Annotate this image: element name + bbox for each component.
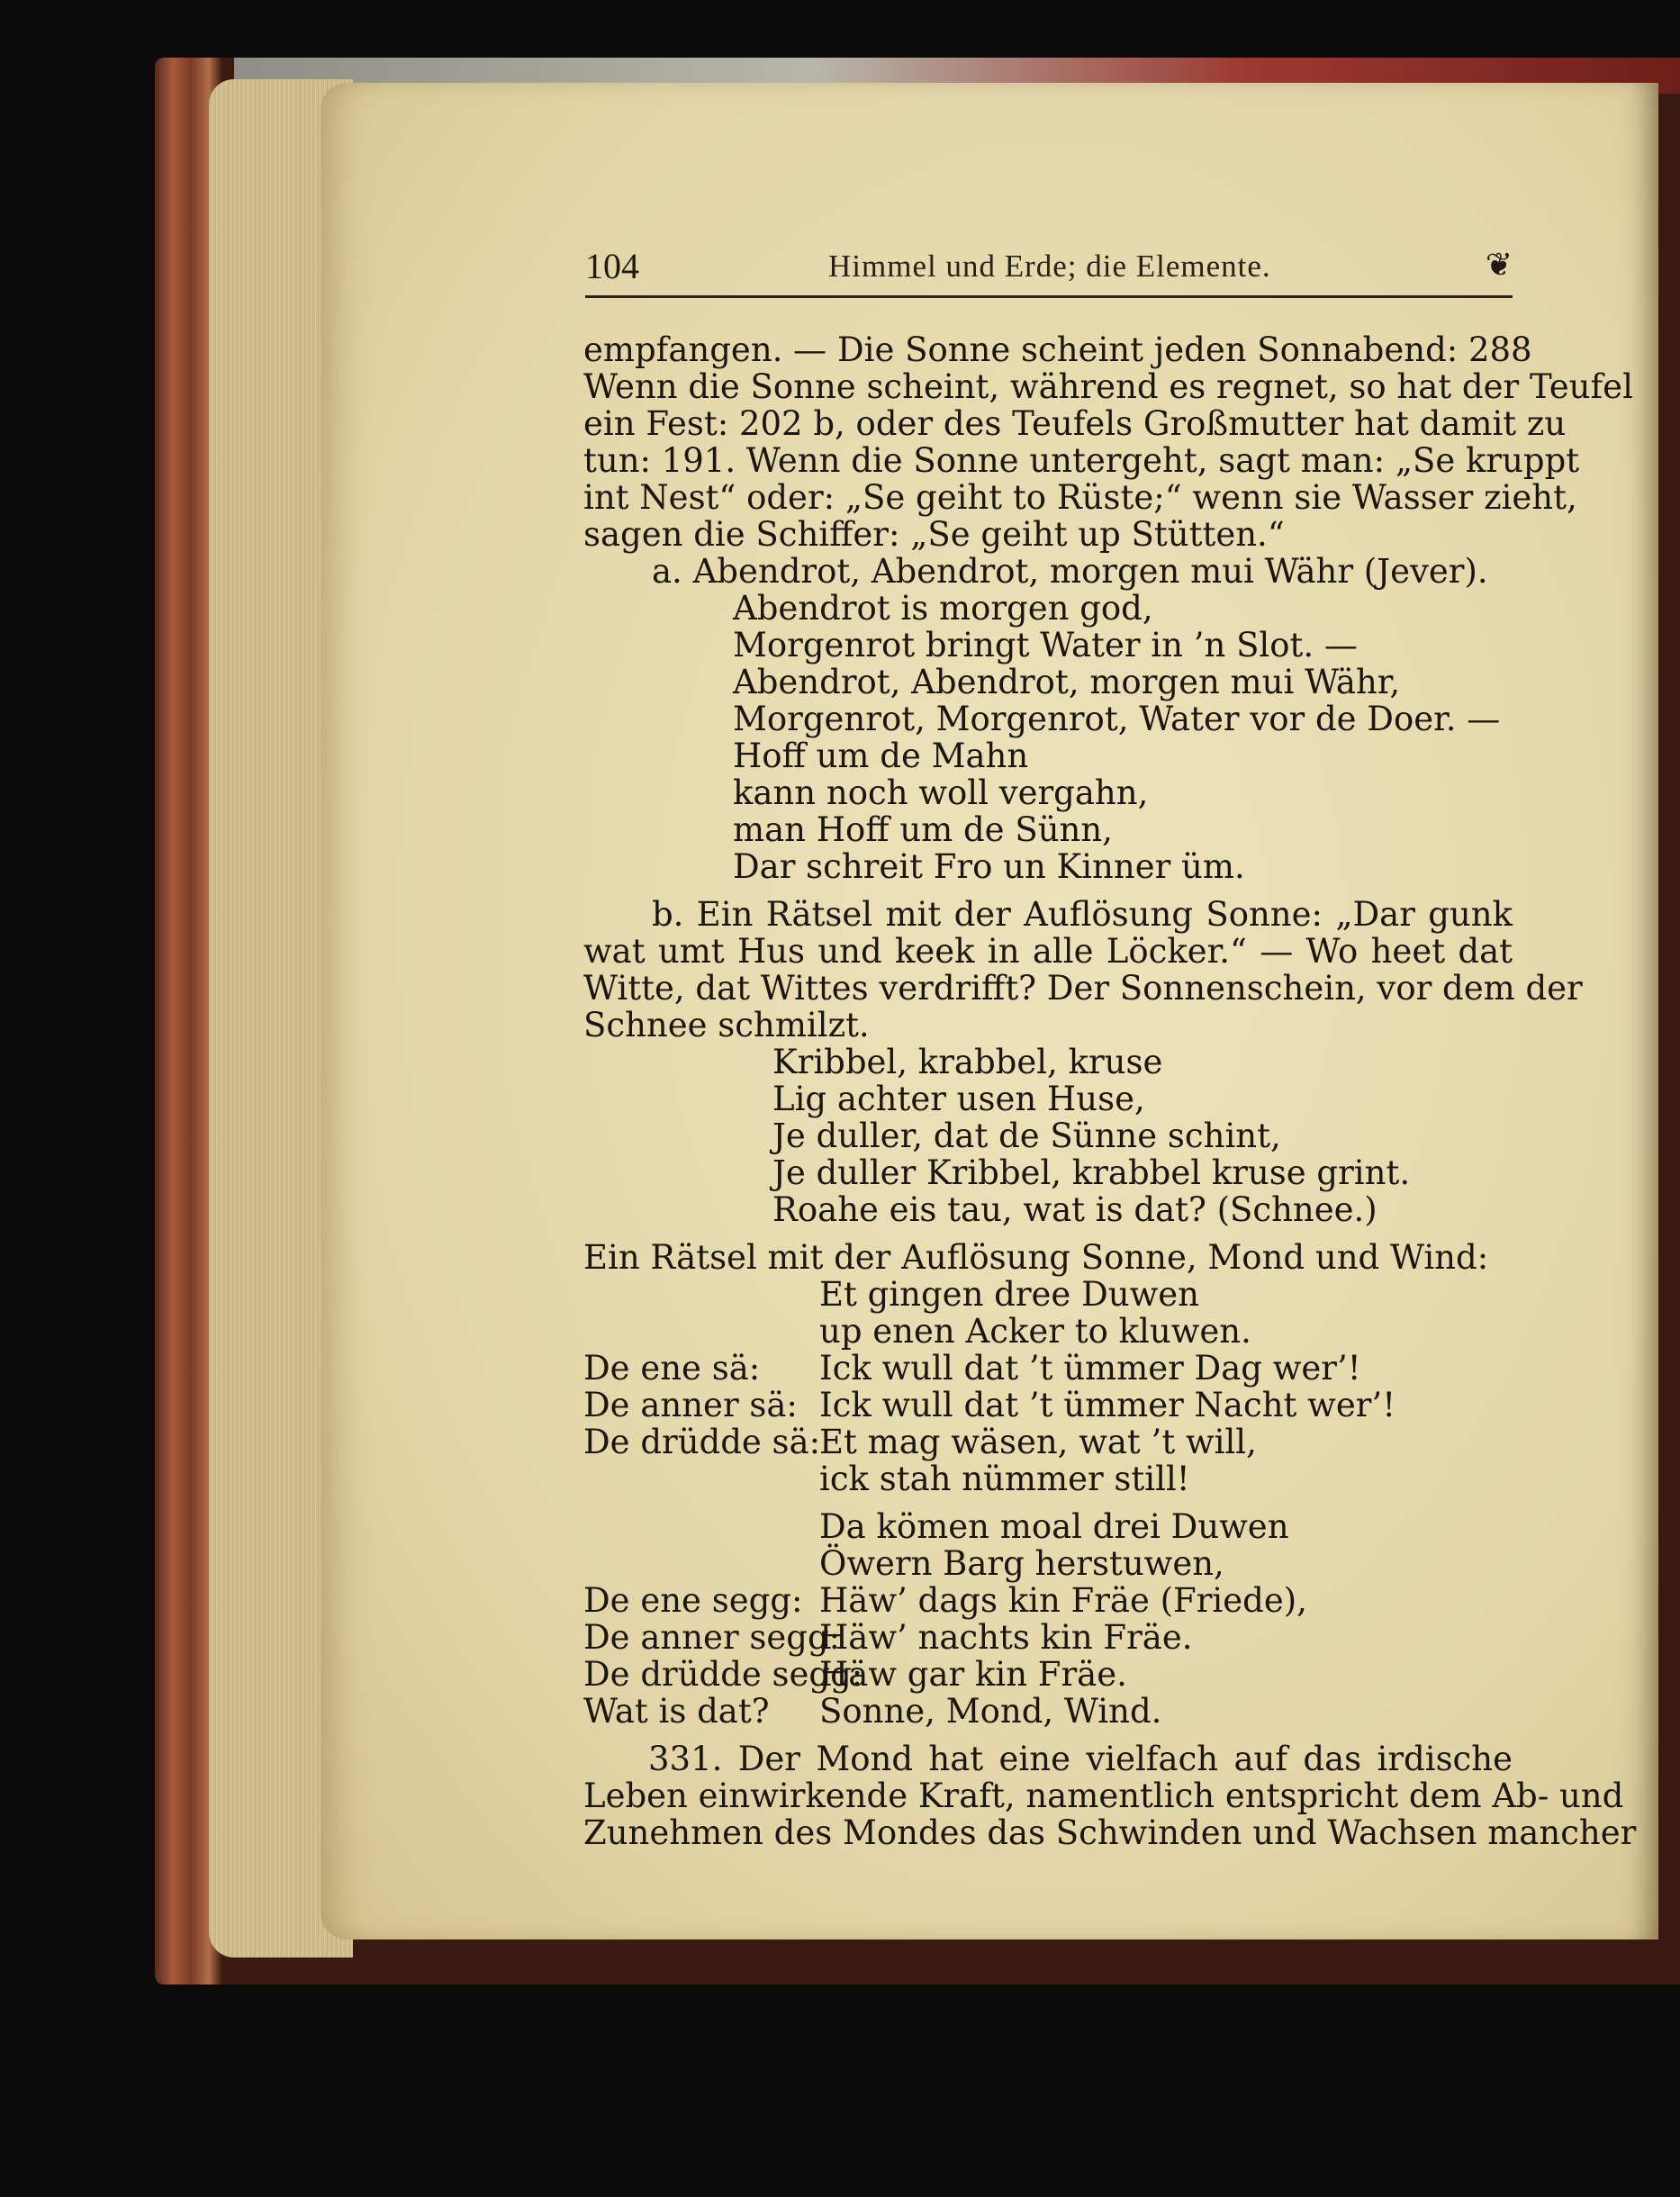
verse-line: Roahe eis tau, wat is dat? (Schnee.) — [772, 1190, 1377, 1229]
speaker: De drüdde sä: — [583, 1423, 821, 1461]
text-line: Zunehmen des Mondes das Schwinden und Wachsen mancher — [583, 1813, 1637, 1852]
verse-row — [583, 1508, 1513, 1545]
text-line: Leben einwirkende Kraft, namentlich entspricht dem Ab- und — [583, 1777, 1624, 1815]
text-line: sagen die Schiffer: „Se geiht up Stütten.“ — [583, 515, 1285, 554]
verse-line: Morgenrot, Morgenrot, Water vor de Doer. — — [733, 700, 1501, 738]
speaker — [583, 1545, 819, 1582]
section-a-heading: a. Abendrot, Abendrot, morgen mui Währ (Jever). — [652, 552, 1488, 591]
verse-row — [583, 1693, 1513, 1730]
leaf-ornament-icon: ❦ — [1485, 247, 1513, 284]
text-line: tun: 191. Wenn die Sonne untergeht, sagt man: „Se kruppt — [583, 441, 1580, 480]
verse-row — [583, 1656, 1513, 1693]
verse-row — [583, 1619, 1513, 1656]
speaker: De anner segg: — [583, 1618, 841, 1657]
verse-text: Et gingen dree Duwen — [819, 1275, 1199, 1314]
speaker: De anner sä: — [583, 1386, 798, 1424]
verse-line: kann noch woll vergahn, — [733, 773, 1149, 812]
speaker — [583, 1508, 819, 1545]
verse-line: Hoff um de Mahn — [733, 737, 1029, 775]
verse-text: ick stah nümmer still! — [819, 1460, 1190, 1498]
speaker — [583, 1313, 819, 1350]
text-line: 331. Der Mond hat eine vielfach auf das irdische — [648, 1740, 1513, 1778]
running-title: Himmel und Erde; die Elemente. — [828, 249, 1271, 284]
speaker — [583, 1276, 819, 1313]
text-line: int Nest“ oder: „Se geiht to Rüste;“ wenn sie Wasser zieht, — [583, 478, 1577, 517]
text-line: ein Fest: 202 b, oder des Teufels Großmutter hat damit zu — [583, 404, 1567, 443]
speaker — [583, 1460, 819, 1497]
verse-line: Je duller Kribbel, krabbel kruse grint. — [772, 1153, 1411, 1192]
text-line: wat umt Hus und keek in alle Löcker.“ — Wo heet dat — [583, 932, 1513, 971]
riddle-intro: Ein Rätsel mit der Auflösung Sonne, Mond und Wind: — [583, 1238, 1489, 1277]
verse-row — [583, 1424, 1513, 1460]
speaker: De ene segg: — [583, 1581, 803, 1620]
verse-text: Häw’ dags kin Fräe (Friede), — [819, 1581, 1307, 1620]
verse-line: Abendrot, Abendrot, morgen mui Währ, — [733, 663, 1401, 701]
verse-row — [583, 1545, 1513, 1582]
page-number: 104 — [585, 246, 639, 286]
verse-text: Öwern Barg herstuwen, — [819, 1544, 1224, 1583]
verse-line: Kribbel, krabbel, kruse — [772, 1043, 1163, 1081]
verse-row — [583, 1350, 1513, 1387]
text-line: Schnee schmilzt. — [583, 1006, 870, 1044]
verse-text: Häw’ nachts kin Fräe. — [819, 1618, 1193, 1657]
verse-row — [583, 1460, 1513, 1497]
text-line: b. Ein Rätsel mit der Auflösung Sonne: „Dar gunk — [652, 895, 1513, 934]
verse-text: Da kömen moal drei Duwen — [819, 1507, 1289, 1546]
text-line: Witte, dat Wittes verdrifft? Der Sonnenschein, vor dem der — [583, 969, 1583, 1008]
verse-text: Häw gar kin Fräe. — [819, 1655, 1127, 1694]
speaker: De ene sä: — [583, 1349, 761, 1388]
speaker: De drüdde segg: — [583, 1655, 863, 1694]
text-line: Wenn die Sonne scheint, während es regnet, so hat der Teufel — [583, 367, 1633, 406]
verse-line: Lig achter usen Huse, — [772, 1080, 1145, 1118]
verse-line: Morgenrot bringt Water in ’n Slot. — — [733, 626, 1358, 665]
verse-text: Ick wull dat ’t ümmer Nacht wer’! — [819, 1386, 1396, 1424]
verse-text: Et mag wäsen, wat ’t will, — [819, 1423, 1257, 1461]
verse-line: man Hoff um de Sünn, — [733, 810, 1113, 849]
verse-row — [583, 1276, 1513, 1313]
verse-text: Sonne, Mond, Wind. — [819, 1692, 1162, 1731]
speaker: Wat is dat? — [583, 1692, 770, 1731]
verse-line: Dar schreit Fro un Kinner üm. — [733, 847, 1245, 886]
verse-text: Ick wull dat ’t ümmer Dag wer’! — [819, 1349, 1361, 1388]
verse-row — [583, 1313, 1513, 1350]
verse-row — [583, 1387, 1513, 1424]
verse-line: Abendrot is morgen god, — [733, 589, 1153, 628]
verse-text: up enen Acker to kluwen. — [819, 1312, 1251, 1351]
verse-row — [583, 1582, 1513, 1619]
verse-line: Je duller, dat de Sünne schint, — [772, 1117, 1281, 1155]
page-header — [585, 245, 1513, 298]
text-line: empfangen. — Die Sonne scheint jeden Sonnabend: 288 — [583, 330, 1532, 369]
page-text — [583, 330, 1637, 1852]
